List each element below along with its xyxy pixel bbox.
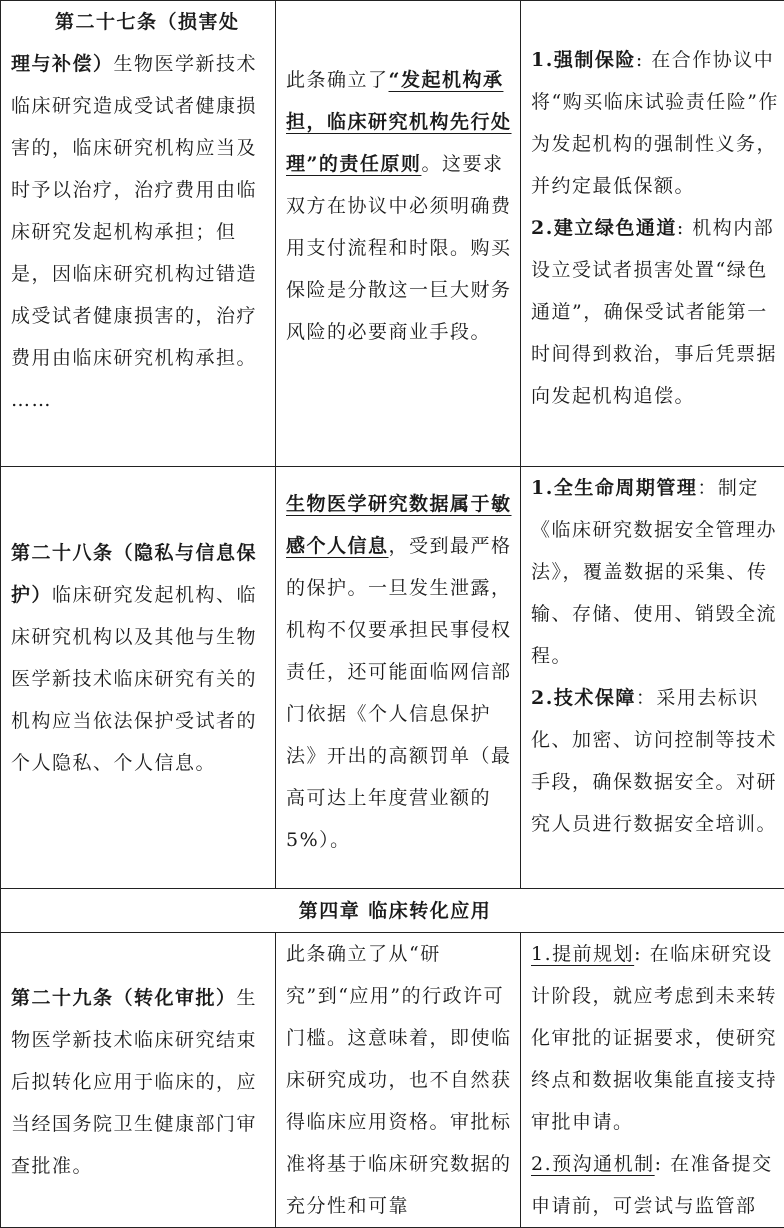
advice-item: 2.建立绿色通道: 机构内部设立受试者损害处置“绿色通道”，确保受试者能第一时间得到救治，事后凭票据向发起机构追偿。 [531,207,779,417]
article-body: 生物医学新技术临床研究结束后拟转化应用于临床的，应当经国务院卫生健康部门审查批准。 [11,987,257,1177]
advice-cell [521,933,784,1228]
analysis-cell [276,933,521,1228]
article-title: 第二十八条（隐私与信息保护） [11,542,257,606]
advice-label: 1.提前规划 [531,943,634,965]
article-text [11,43,269,379]
analysis-text: 生物医学研究数据属于敏感个人信息，受到最严格的保护。一旦发生泄露，机构不仅要承担民事侵权责任，还可能面临网信部门依据《个人信息保护法》开出的高额罚单（最高可达上年度营业额的5%）。 [286,483,514,861]
article-body: 生物医学新技术临床研究造成受试者健康损害的，临床研究机构应当及时予以治疗，治疗费用由临床研究发起机构承担；但是，因临床研究机构过错造成受试者健康损害的，治疗费用由临床研究机构承担。 [11,53,257,369]
analysis-cell [276,467,521,889]
analysis-text: 此条确立了从“研究”到“应用”的行政许可门槛。这意味着，即使临床研究成功，也不自然获得临床应用资格。审批标准将基于临床研究数据的充分性和可靠 [286,933,514,1227]
article-cell [1,467,276,889]
article-text [11,977,269,1187]
article-title-line2: 理与补偿） [11,53,114,75]
article-cell [1,933,276,1228]
advice-cell [521,1,784,467]
advice-cell [521,467,784,889]
advice-item: 1.提前规划: 在临床研究设计阶段，就应考虑到未来转化审批的证据要求，使研究终点和数据收集能直接支持审批申请。 [531,933,779,1143]
chapter-row [1,889,784,933]
advice-item: 2.技术保障：采用去标识化、加密、访问控制等技术手段，确保数据安全。对研究人员进行数据安全培训。 [531,677,779,845]
advice-label: 2.建立绿色通道 [531,217,677,239]
analysis-cell [276,1,521,467]
article-body: 临床研究发起机构、临床研究机构以及其他与生物医学新技术临床研究有关的机构应当依法保护受试者的个人隐私、个人信息。 [11,584,257,774]
advice-label: 1.强制保险 [531,49,636,71]
table-row [1,467,784,889]
article-title-line1: 第二十七条（损害处 [11,1,269,43]
analysis-highlight: “发起机构承担，临床研究机构先行处理”的责任原则 [286,69,512,175]
table-row [1,1,784,467]
chapter-heading: 第四章 临床转化应用 [1,889,784,933]
table-row [1,933,784,1228]
analysis-text: 此条确立了“发起机构承担，临床研究机构先行处理”的责任原则。这要求双方在协议中必须明确费用支付流程和时限。购买保险是分散这一巨大财务风险的必要商业手段。 [286,59,514,353]
advice-item: 1.强制保险: 在合作协议中将“购买临床试验责任险”作为发起机构的强制性义务，并约定最低保额。 [531,39,779,207]
advice-label: 2.技术保障 [531,687,636,709]
advice-label: 2.预沟通机制 [531,1153,655,1175]
article-text [11,532,269,784]
analysis-highlight: 生物医学研究数据属于敏感个人信息 [286,493,512,557]
advice-item: 1.全生命周期管理：制定《临床研究数据安全管理办法》，覆盖数据的采集、传输、存储、使用、销毁全流程。 [531,467,779,677]
article-cell [1,1,276,467]
advice-item: 2.预沟通机制: 在准备提交申请前，可尝试与监管部 [531,1143,779,1227]
article-ellipsis: …… [11,379,269,421]
advice-label: 1.全生命周期管理 [531,477,697,499]
article-title: 第二十九条（转化审批） [11,987,237,1009]
